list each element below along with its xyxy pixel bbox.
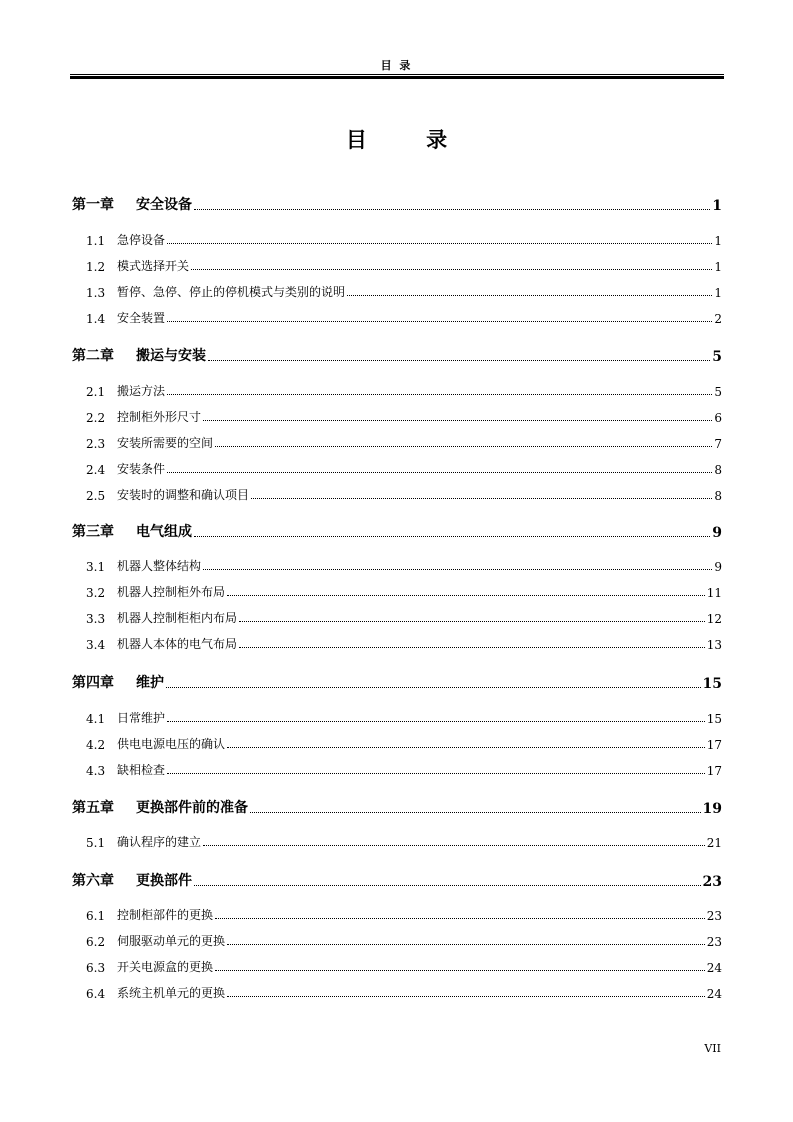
section-number: 4.1: [86, 712, 106, 726]
chapter-number: 第四章: [72, 675, 114, 691]
section-number: 6.3: [86, 961, 106, 975]
chapter-title: 更换部件前的准备: [136, 800, 248, 816]
section-page-number: 24: [706, 961, 722, 975]
chapter-page-number: 9: [712, 525, 722, 541]
chapter-title: 电气组成: [136, 524, 192, 540]
section-title: 暂停、急停、停止的停机模式与类别的说明: [117, 285, 346, 299]
section-page-number: 1: [714, 234, 722, 248]
section-number: 6.1: [86, 909, 106, 923]
section-number: 2.4: [86, 463, 106, 477]
dot-leader: [227, 594, 705, 596]
toc-section-entry[interactable]: [86, 984, 722, 1001]
toc-section-entry[interactable]: [86, 906, 722, 923]
section-title: 安全装置: [117, 311, 166, 325]
dot-leader: [250, 811, 701, 813]
section-page-number: 1: [714, 286, 722, 300]
section-page-number: 12: [706, 612, 722, 626]
dot-leader: [251, 497, 712, 499]
section-page-number: 24: [706, 987, 722, 1001]
chapter-page-number: 1: [712, 198, 722, 214]
toc-section-entry[interactable]: [86, 709, 722, 726]
dot-leader: [215, 917, 705, 919]
toc-section-entry[interactable]: [86, 761, 722, 778]
dot-leader: [191, 268, 712, 270]
chapter-number: 第三章: [72, 524, 114, 540]
section-title: 搬运方法: [117, 384, 166, 398]
chapter-title: 搬运与安装: [136, 348, 206, 364]
chapter-number: 第五章: [72, 800, 114, 816]
section-number: 3.4: [86, 638, 106, 652]
toc-section-entry[interactable]: [86, 735, 722, 752]
dot-leader: [208, 359, 710, 361]
section-title: 机器人本体的电气布局: [117, 637, 238, 651]
toc-section-entry[interactable]: [86, 283, 722, 300]
toc-chapter-entry[interactable]: [72, 194, 722, 214]
toc-section-entry[interactable]: [86, 460, 722, 477]
section-number: 6.4: [86, 987, 106, 1001]
section-number: 4.3: [86, 764, 106, 778]
section-title: 机器人整体结构: [117, 559, 202, 573]
section-title: 伺服驱动单元的更换: [117, 934, 226, 948]
dot-leader: [203, 568, 712, 570]
section-title: 模式选择开关: [117, 259, 190, 273]
section-page-number: 9: [714, 560, 722, 574]
dot-leader: [167, 242, 712, 244]
section-number: 5.1: [86, 836, 106, 850]
dot-leader: [239, 620, 705, 622]
dot-leader: [194, 208, 710, 210]
toc-section-entry[interactable]: [86, 635, 722, 652]
section-page-number: 21: [706, 836, 722, 850]
section-page-number: 15: [706, 712, 722, 726]
section-number: 4.2: [86, 738, 106, 752]
toc-section-entry[interactable]: [86, 408, 722, 425]
dot-leader: [166, 686, 701, 688]
section-title: 机器人控制柜外布局: [117, 585, 226, 599]
toc-section-entry[interactable]: [86, 833, 722, 850]
page-title: 目 录: [345, 127, 474, 152]
section-page-number: 17: [706, 738, 722, 752]
chapter-page-number: 5: [712, 349, 722, 365]
dot-leader: [167, 471, 712, 473]
chapter-page-number: 23: [702, 874, 722, 890]
section-number: 2.1: [86, 385, 106, 399]
section-number: 3.1: [86, 560, 106, 574]
section-number: 1.3: [86, 286, 106, 300]
toc-section-entry[interactable]: [86, 231, 722, 248]
section-title: 开关电源盒的更换: [117, 960, 214, 974]
toc-chapter-entry[interactable]: [72, 870, 722, 890]
toc-section-entry[interactable]: [86, 583, 722, 600]
section-page-number: 17: [706, 764, 722, 778]
dot-leader: [347, 294, 712, 296]
chapter-page-number: 15: [702, 676, 722, 692]
chapter-title: 安全设备: [136, 197, 192, 213]
section-title: 急停设备: [117, 233, 166, 247]
section-number: 2.5: [86, 489, 106, 503]
toc-chapter-entry[interactable]: [72, 797, 722, 817]
section-page-number: 23: [706, 935, 722, 949]
dot-leader: [167, 320, 712, 322]
section-page-number: 5: [714, 385, 722, 399]
toc-section-entry[interactable]: [86, 382, 722, 399]
dot-leader: [194, 535, 710, 537]
section-page-number: 2: [714, 312, 722, 326]
chapter-title: 维护: [136, 675, 164, 691]
running-header: 目 录: [380, 59, 413, 72]
section-number: 1.2: [86, 260, 106, 274]
section-number: 3.3: [86, 612, 106, 626]
chapter-number: 第六章: [72, 873, 114, 889]
chapter-page-number: 19: [702, 801, 722, 817]
section-page-number: 11: [706, 586, 722, 600]
toc-section-entry[interactable]: [86, 257, 722, 274]
section-page-number: 23: [706, 909, 722, 923]
section-title: 系统主机单元的更换: [117, 986, 226, 1000]
dot-leader: [203, 419, 712, 421]
dot-leader: [227, 943, 705, 945]
dot-leader: [227, 746, 705, 748]
section-page-number: 13: [706, 638, 722, 652]
section-title: 确认程序的建立: [117, 835, 202, 849]
section-title: 缺相检查: [117, 763, 166, 777]
toc-section-entry[interactable]: [86, 309, 722, 326]
toc-chapter-entry[interactable]: [72, 521, 722, 541]
section-title: 供电电源电压的确认: [117, 737, 226, 751]
chapter-number: 第二章: [72, 348, 114, 364]
toc-section-entry[interactable]: [86, 609, 722, 626]
section-title: 控制柜部件的更换: [117, 908, 214, 922]
toc-chapter-entry[interactable]: [72, 345, 722, 365]
toc-section-entry[interactable]: [86, 958, 722, 975]
dot-leader: [194, 884, 701, 886]
section-page-number: 1: [714, 260, 722, 274]
section-page-number: 8: [714, 489, 722, 503]
toc-section-entry[interactable]: [86, 486, 722, 503]
section-number: 1.4: [86, 312, 106, 326]
dot-leader: [215, 445, 712, 447]
dot-leader: [167, 393, 712, 395]
toc-section-entry[interactable]: [86, 932, 722, 949]
section-title: 安装所需要的空间: [117, 436, 214, 450]
dot-leader: [215, 969, 705, 971]
section-page-number: 6: [714, 411, 722, 425]
toc-section-entry[interactable]: [86, 434, 722, 451]
section-number: 3.2: [86, 586, 106, 600]
section-title: 安装条件: [117, 462, 166, 476]
section-title: 安装时的调整和确认项目: [117, 488, 250, 502]
toc-section-entry[interactable]: [86, 557, 722, 574]
chapter-title: 更换部件: [136, 873, 192, 889]
section-page-number: 7: [714, 437, 722, 451]
dot-leader: [227, 995, 705, 997]
dot-leader: [167, 772, 705, 774]
page-number: VII: [704, 1042, 721, 1055]
section-number: 2.3: [86, 437, 106, 451]
section-title: 机器人控制柜柜内布局: [117, 611, 238, 625]
toc-chapter-entry[interactable]: [72, 672, 722, 692]
dot-leader: [203, 844, 705, 846]
section-number: 6.2: [86, 935, 106, 949]
dot-leader: [167, 720, 705, 722]
section-page-number: 8: [714, 463, 722, 477]
chapter-number: 第一章: [72, 197, 114, 213]
section-title: 日常维护: [117, 711, 166, 725]
section-number: 1.1: [86, 234, 106, 248]
section-title: 控制柜外形尺寸: [117, 410, 202, 424]
section-number: 2.2: [86, 411, 106, 425]
dot-leader: [239, 646, 705, 648]
